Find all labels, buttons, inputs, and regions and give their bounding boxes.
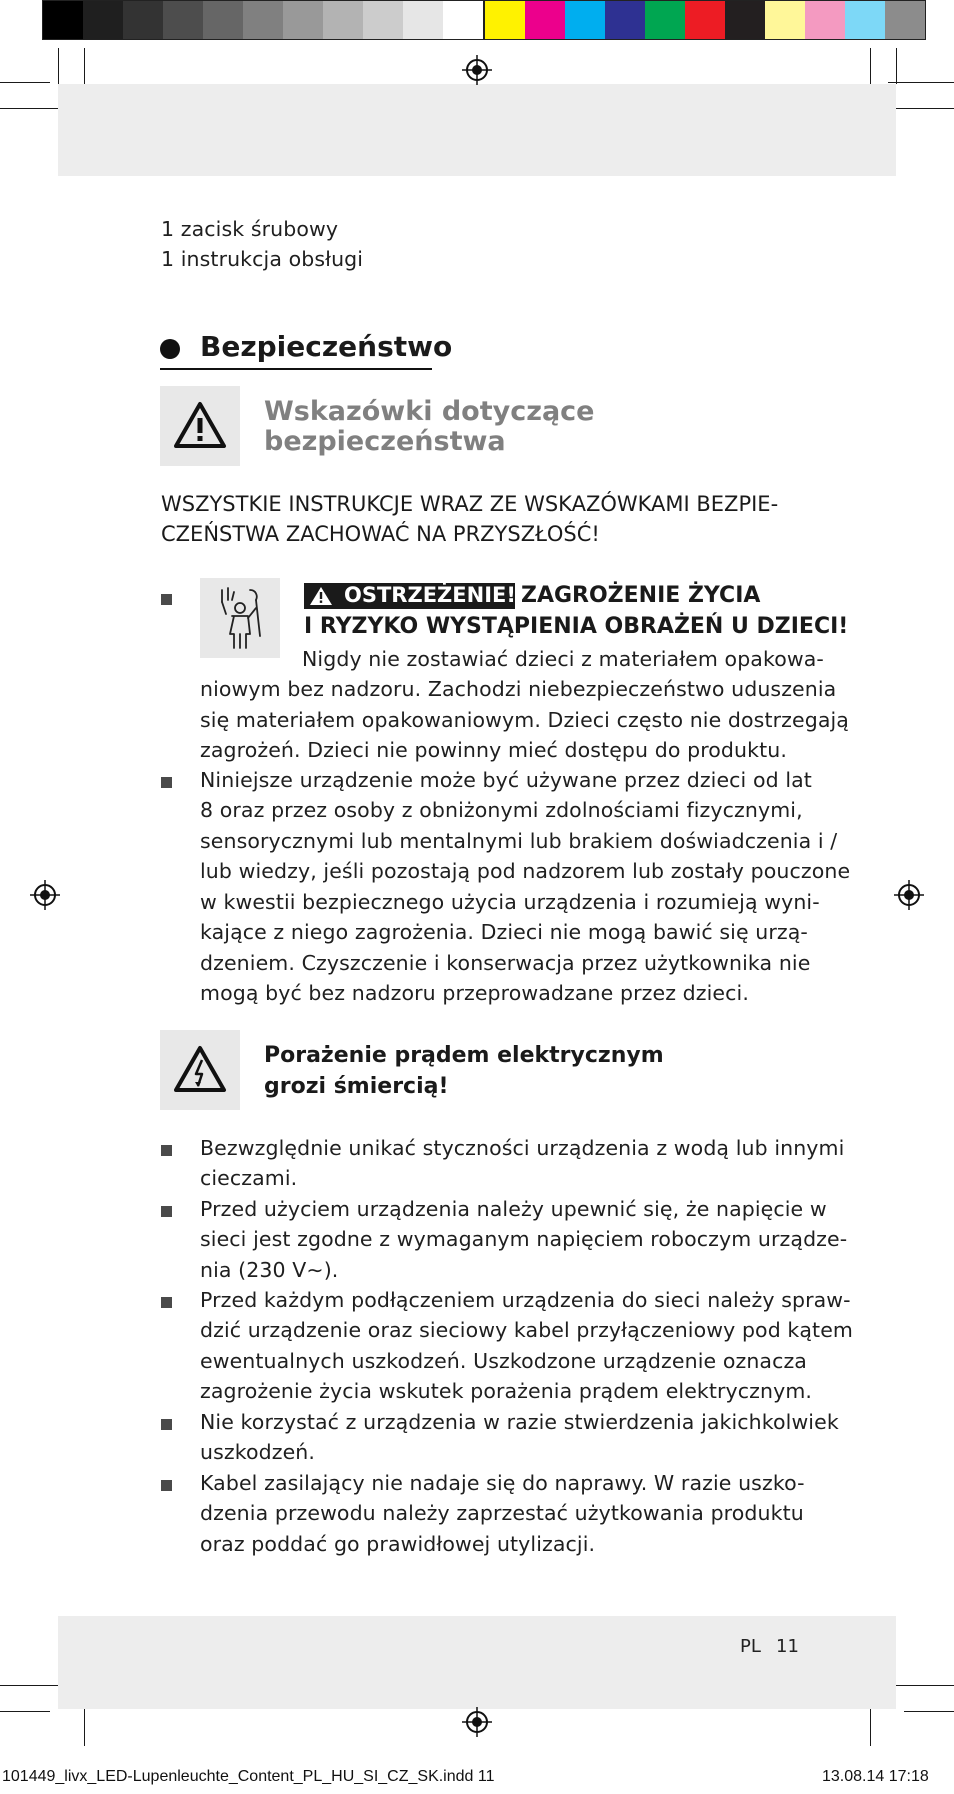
list-bullet <box>161 1206 172 1217</box>
crop-mark <box>888 82 954 83</box>
list-item-line: Niniejsze urządzenie może być używane przez dzieci od lat <box>200 768 812 792</box>
crop-mark <box>896 108 954 109</box>
color-swatch <box>43 1 83 39</box>
page-language: PL <box>740 1636 761 1657</box>
list-item-line: dzenia przewodu należy zaprzestać użytkowania produktu <box>200 1501 804 1525</box>
registration-mark-icon <box>462 1707 492 1737</box>
color-swatch <box>605 1 645 39</box>
keep-instructions-notice: CZEŃSTWA ZACHOWAĆ NA PRZYSZŁOŚĆ! <box>161 522 600 546</box>
color-swatch <box>685 1 725 39</box>
list-item-line: dzeniem. Czyszczenie i konserwacja przez użytkownika nie <box>200 951 811 975</box>
list-item-line: sensorycznymi lub mentalnymi lub brakiem doświadczenia i / <box>200 829 838 853</box>
section-title: Bezpieczeństwo <box>200 330 453 363</box>
footer-band <box>58 1616 896 1709</box>
process-color-bar <box>484 0 926 40</box>
list-bullet <box>161 594 172 605</box>
list-item-line: 8 oraz przez osoby z obniżonymi zdolnościami fizycznymi, <box>200 798 803 822</box>
crop-mark <box>0 108 58 109</box>
child-packaging-hazard-icon <box>200 578 280 658</box>
color-swatch <box>485 1 525 39</box>
warning-text-line: się materiałem opakowaniowym. Dzieci często nie dostrzegają <box>200 708 849 732</box>
list-item-line: sieci jest zgodne z wymaganym napięciem roboczym urządze- <box>200 1227 848 1251</box>
crop-mark <box>896 48 897 84</box>
crop-mark <box>58 48 59 84</box>
list-bullet <box>161 1145 172 1156</box>
safety-heading-line: Wskazówki dotyczące <box>264 396 595 427</box>
color-swatch <box>83 1 123 39</box>
crop-mark <box>0 1711 50 1712</box>
electric-warning-icon-box <box>160 1030 240 1110</box>
list-item-line: oraz poddać go prawidłowej utylizacji. <box>200 1532 596 1556</box>
warning-text-line: zagrożeń. Dzieci nie powinny mieć dostępu do produktu. <box>200 738 787 762</box>
list-item-line: ewentualnych uszkodzeń. Uszkodzone urządzenie oznacza <box>200 1349 807 1373</box>
warning-title-line: I RYZYKO WYSTĄPIENIA OBRAŻEŃ U DZIECI! <box>304 614 849 639</box>
color-swatch <box>765 1 805 39</box>
list-item-line: zagrożenie życia wskutek porażenia prądem elektrycznym. <box>200 1379 813 1403</box>
list-item-line: mogą być bez nadzoru przeprowadzane przez dzieci. <box>200 981 749 1005</box>
registration-mark-icon <box>30 880 60 910</box>
list-bullet <box>161 777 172 788</box>
warning-triangle-icon <box>308 585 334 607</box>
warning-badge-label: OSTRZEŻENIE! <box>344 583 516 607</box>
warning-text-line: Nigdy nie zostawiać dzieci z materiałem opakowa- <box>302 647 824 671</box>
electric-heading-line: Porażenie prądem elektrycznym <box>264 1043 664 1068</box>
list-item-line: Bezwzględnie unikać styczności urządzenia z wodą lub innymi <box>200 1136 845 1160</box>
page-number: 11 <box>776 1636 799 1657</box>
list-item-line: kające z niego zagrożenia. Dzieci nie mogą bawić się urzą- <box>200 920 808 944</box>
warning-triangle-icon <box>160 386 240 466</box>
electric-heading-line: grozi śmiercią! <box>264 1074 449 1099</box>
color-swatch <box>565 1 605 39</box>
electric-shock-warning-icon <box>160 1030 240 1110</box>
color-swatch <box>725 1 765 39</box>
color-swatch <box>283 1 323 39</box>
color-swatch <box>885 1 925 39</box>
warning-icon-box <box>160 386 240 466</box>
slug-date: 13.08.14 17:18 <box>822 1768 929 1785</box>
keep-instructions-notice: WSZYSTKIE INSTRUKCJE WRAZ ZE WSKAZÓWKAMI BEZPIE- <box>161 492 779 516</box>
list-item-line: dzić urządzenie oraz sieciowy kabel przyłączeniowy pod kątem <box>200 1318 853 1342</box>
color-swatch <box>363 1 403 39</box>
color-swatch <box>443 1 483 39</box>
list-item-line: Przed każdym podłączeniem urządzenia do sieci należy spraw- <box>200 1288 851 1312</box>
color-swatch <box>805 1 845 39</box>
color-swatch <box>243 1 283 39</box>
list-item-line: Przed użyciem urządzenia należy upewnić się, że napięcie w <box>200 1197 827 1221</box>
crop-mark <box>0 1685 66 1686</box>
crop-mark <box>84 1704 85 1746</box>
list-item-line: nia (230 V∼). <box>200 1258 339 1282</box>
list-bullet <box>161 1419 172 1430</box>
registration-mark-icon <box>894 880 924 910</box>
slug-filename: 101449_livx_LED-Lupenleuchte_Content_PL_HU_SI_CZ_SK.indd 11 <box>2 1768 495 1785</box>
warning-title-line: ZAGROŻENIE ŻYCIA <box>521 583 761 608</box>
color-swatch <box>525 1 565 39</box>
section-title-underline <box>160 368 432 370</box>
list-bullet <box>161 1480 172 1491</box>
color-swatch <box>403 1 443 39</box>
color-swatch <box>203 1 243 39</box>
header-band <box>58 84 896 176</box>
list-item-line: Kabel zasilający nie nadaje się do naprawy. W razie uszko- <box>200 1471 805 1495</box>
intro-line: 1 instrukcja obsługi <box>161 247 364 271</box>
list-item-line: lub wiedzy, jeśli pozostają pod nadzorem lub zostały pouczone <box>200 859 851 883</box>
crop-mark <box>888 1685 954 1686</box>
list-item-line: cieczami. <box>200 1166 298 1190</box>
crop-mark <box>0 82 50 83</box>
intro-line: 1 zacisk śrubowy <box>161 217 339 241</box>
color-swatch <box>163 1 203 39</box>
registration-mark-icon <box>462 55 492 85</box>
grayscale-color-bar <box>42 0 484 40</box>
color-swatch <box>645 1 685 39</box>
color-swatch <box>123 1 163 39</box>
list-item-line: Nie korzystać z urządzenia w razie stwierdzenia jakichkolwiek <box>200 1410 839 1434</box>
color-swatch <box>845 1 885 39</box>
child-hazard-icon-box <box>200 578 280 658</box>
crop-mark <box>870 1704 871 1746</box>
section-bullet-icon <box>160 339 180 359</box>
crop-mark <box>904 1711 954 1712</box>
list-bullet <box>161 1297 172 1308</box>
list-item-line: uszkodzeń. <box>200 1440 316 1464</box>
safety-heading-line: bezpieczeństwa <box>264 426 506 457</box>
warning-text-line: niowym bez nadzoru. Zachodzi niebezpieczeństwo uduszenia <box>200 677 837 701</box>
color-swatch <box>323 1 363 39</box>
list-item-line: w kwestii bezpiecznego użycia urządzenia i rozumieją wyni- <box>200 890 820 914</box>
